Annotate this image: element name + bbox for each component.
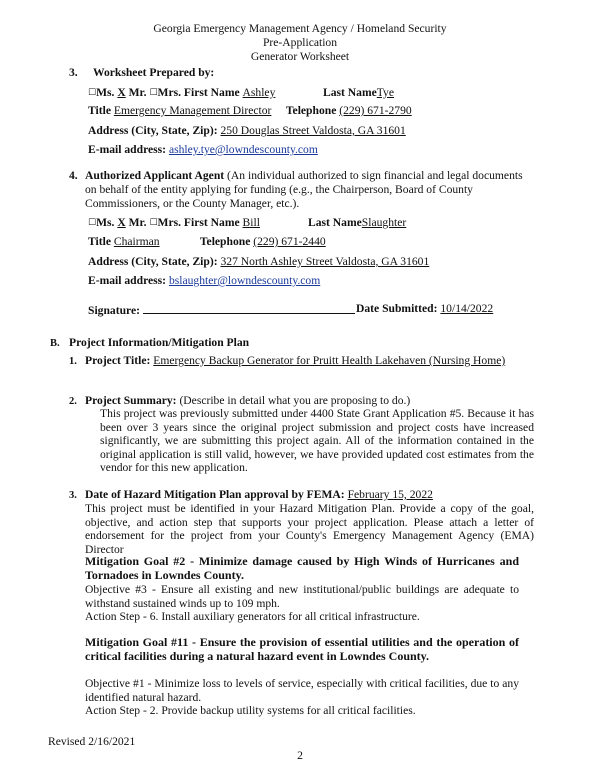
s3-email-row: [88, 143, 318, 157]
s4-description-line3: Commissioners, or the County Manager, etc.).: [85, 197, 300, 210]
address-field[interactable]: 327 North Ashley Street Valdosta, GA 31601: [220, 255, 430, 268]
address-field[interactable]: 250 Douglas Street Valdosta, GA 31601: [220, 124, 406, 137]
mr-checkmark[interactable]: X: [117, 86, 126, 99]
mrs-checkbox[interactable]: ☐: [149, 218, 158, 228]
ms-label: Ms.: [96, 216, 118, 229]
title-label: Title: [88, 104, 114, 117]
section-4-title: Authorized Applicant Agent: [85, 169, 225, 182]
s4-title-row: [88, 235, 467, 249]
s4-name-row: [88, 216, 299, 231]
goal-2-action-step: Action Step - 6. Install auxiliary generators for all critical infrastructure.: [85, 610, 420, 623]
address-label: Address (City, State, Zip):: [88, 124, 221, 137]
mr-label: Mr.: [125, 216, 150, 229]
mrs-first-name-label: Mrs. First Name: [157, 216, 243, 229]
s4-date-row: [356, 302, 493, 316]
goal-2-objective: Objective #3 - Ensure all existing and new institutional/public buildings are adequate to withstand sustained winds up to 109 mph.: [85, 583, 519, 610]
address-label: Address (City, State, Zip):: [88, 255, 221, 268]
project-title-label: Project Title:: [85, 354, 154, 367]
s4-description-line1: [85, 169, 523, 183]
hmp-date-field[interactable]: February 15, 2022: [347, 488, 433, 501]
hmp-date-label: Date of Hazard Mitigation Plan approval by FEMA:: [85, 488, 348, 501]
mr-checkmark[interactable]: X: [117, 216, 126, 229]
project-title-row: [85, 354, 505, 368]
section-b-letter: B.: [50, 338, 60, 349]
first-name-field[interactable]: Bill: [242, 216, 260, 229]
last-name-label: Last Name: [308, 216, 362, 229]
s3-last-name-row: [323, 86, 427, 100]
signature-label: Signature:: [88, 304, 143, 317]
telephone-label: Telephone: [285, 104, 340, 117]
email-label: E-mail address:: [88, 274, 169, 287]
project-summary-hint: (Describe in detail what you are proposing to do.): [179, 394, 411, 407]
s4-description-line2: on behalf of the entity applying for funding (e.g., the Chairperson, Board of County: [85, 183, 473, 196]
last-name-label: Last Name: [323, 86, 377, 99]
project-summary-number: 2.: [69, 396, 77, 407]
project-title-field[interactable]: Emergency Backup Generator for Pruitt Health Lakehaven (Nursing Home): [153, 354, 506, 367]
date-submitted-field[interactable]: 10/14/2022: [440, 302, 494, 315]
mrs-checkbox[interactable]: ☐: [149, 88, 158, 98]
goal-11-action-step: Action Step - 2. Provide backup utility systems for all critical facilities.: [85, 704, 416, 717]
hmp-instructions: This project must be identified in your Hazard Mitigation Plan. Provide a copy of the goal, objective, and action step that supports your project application. Please attach a letter of endorsement for the project from your County's Emergency Management Agency (EMA) Director: [85, 502, 534, 556]
telephone-field[interactable]: (229) 671-2790: [339, 104, 412, 117]
s3-address-row: [88, 124, 442, 138]
hmp-date-number: 3.: [69, 490, 77, 501]
s4-desc-text: (An individual authorized to sign financial and legal documents: [224, 169, 523, 182]
s4-signature-row: [88, 302, 355, 318]
ms-checkbox[interactable]: ☐: [88, 88, 97, 98]
s3-title-row: [88, 104, 469, 118]
section-b-title: Project Information/Mitigation Plan: [69, 336, 250, 349]
page-number: 2: [297, 749, 303, 762]
title-field[interactable]: Chairman: [113, 235, 160, 248]
revised-date: Revised 2/16/2021: [48, 735, 136, 748]
s4-address-row: [88, 255, 492, 269]
project-title-number: 1.: [69, 356, 77, 367]
first-name-field[interactable]: Ashley: [242, 86, 276, 99]
goal-11-objective: Objective #1 - Minimize loss to levels of service, especially with critical facilities, due to any identified natural hazard.: [85, 677, 519, 704]
section-3-number: 3.: [69, 66, 78, 79]
section-3-title: Worksheet Prepared by:: [93, 66, 215, 79]
last-name-field[interactable]: Tye: [376, 86, 394, 99]
mitigation-goal-11: Mitigation Goal #11 - Ensure the provision of essential utilities and the operation of critical facilities during a natural hazard event in Lowndes County.: [85, 635, 519, 663]
s4-last-name-row: [308, 216, 470, 230]
telephone-label: Telephone: [199, 235, 254, 248]
last-name-field[interactable]: Slaughter: [361, 216, 407, 229]
date-submitted-label: Date Submitted:: [356, 302, 441, 315]
s3-name-row: [88, 86, 299, 101]
title-field[interactable]: Emergency Management Director: [113, 104, 272, 117]
mr-label: Mr.: [125, 86, 150, 99]
telephone-field[interactable]: (229) 671-2440: [253, 235, 326, 248]
email-label: E-mail address:: [88, 143, 169, 156]
header-pre-application: Pre-Application: [262, 36, 338, 49]
header-agency: Georgia Emergency Management Agency / Homeland Security: [153, 22, 447, 35]
mrs-first-name-label: Mrs. First Name: [157, 86, 243, 99]
s4-email-row: [88, 274, 320, 288]
hmp-date-row: [85, 488, 490, 502]
email-link[interactable]: ashley.tye@lowndescounty.com: [168, 143, 318, 156]
project-summary-text: This project was previously submitted under 4400 State Grant Application #5. Because it has been over 3 years since the original project submission and project costs have increased significantly, we are submitting this project again. All of the information contained in the original application is still valid, however, we have provided updated cost estimates from the vendor for this new application.: [100, 407, 534, 474]
signature-line[interactable]: [143, 302, 355, 314]
section-4-number: 4.: [69, 169, 78, 182]
title-label: Title: [88, 235, 114, 248]
ms-label: Ms.: [96, 86, 118, 99]
project-summary-row: [85, 394, 410, 408]
ms-checkbox[interactable]: ☐: [88, 218, 97, 228]
mitigation-goal-2: Mitigation Goal #2 - Minimize damage caused by High Winds of Hurricanes and Tornadoes in Lowndes County.: [85, 554, 519, 582]
project-summary-label: Project Summary:: [85, 394, 180, 407]
header-worksheet: Generator Worksheet: [250, 50, 350, 63]
email-link[interactable]: bslaughter@lowndescounty.com: [168, 274, 321, 287]
